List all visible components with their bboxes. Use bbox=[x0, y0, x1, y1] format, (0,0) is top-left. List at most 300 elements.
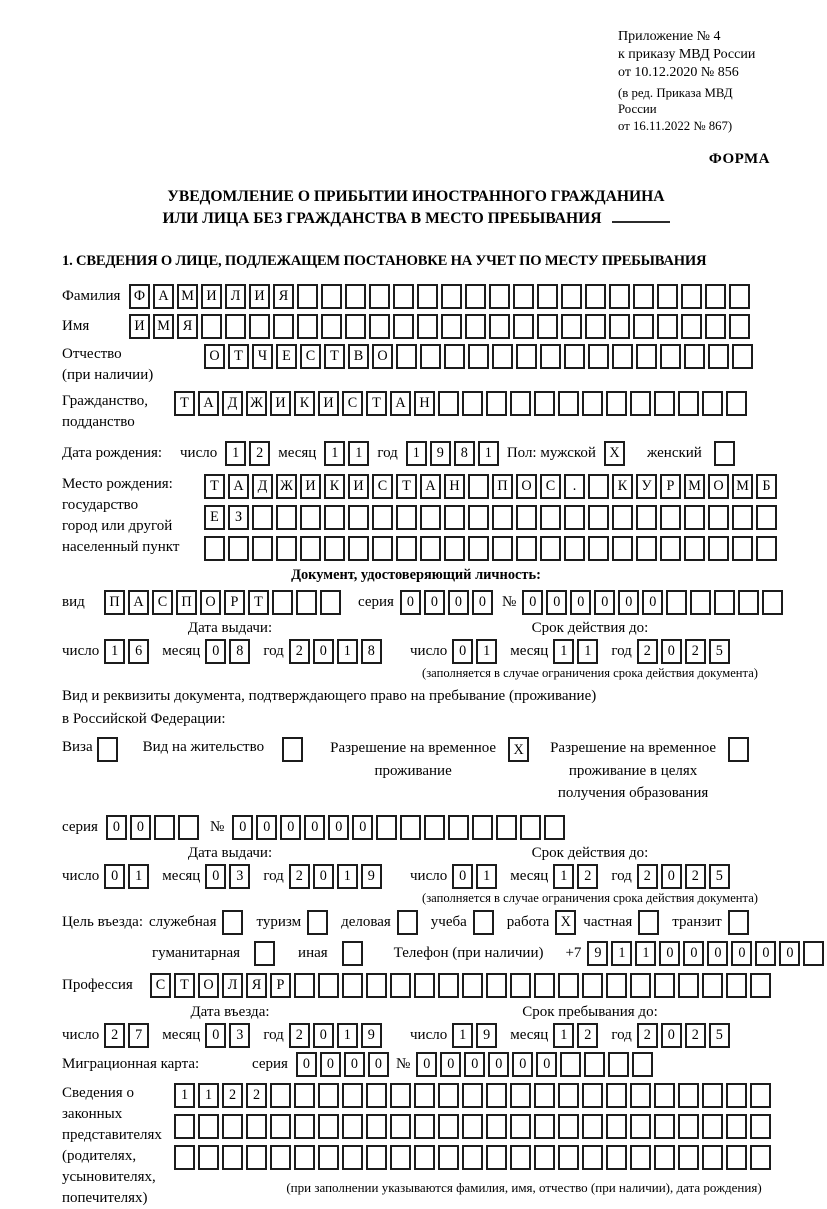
char-cell[interactable]: . bbox=[564, 474, 585, 499]
char-cell[interactable] bbox=[390, 973, 411, 998]
char-cell[interactable]: 0 bbox=[106, 815, 127, 840]
char-cell[interactable] bbox=[681, 314, 702, 339]
char-cell[interactable]: 5 bbox=[709, 1023, 730, 1048]
char-cell[interactable] bbox=[657, 314, 678, 339]
char-cell[interactable] bbox=[270, 1114, 291, 1139]
char-cell[interactable]: 9 bbox=[476, 1023, 497, 1048]
char-cell[interactable]: К bbox=[324, 474, 345, 499]
char-cell[interactable] bbox=[366, 973, 387, 998]
char-cell[interactable] bbox=[342, 1083, 363, 1108]
char-cell[interactable]: 1 bbox=[174, 1083, 195, 1108]
char-cell[interactable] bbox=[728, 737, 749, 762]
char-cell[interactable] bbox=[534, 391, 555, 416]
char-cell[interactable] bbox=[705, 284, 726, 309]
char-cell[interactable] bbox=[318, 973, 339, 998]
char-cell[interactable] bbox=[396, 536, 417, 561]
char-cell[interactable]: 1 bbox=[452, 1023, 473, 1048]
char-cell[interactable] bbox=[372, 505, 393, 530]
char-cell[interactable]: 3 bbox=[229, 864, 250, 889]
char-cell[interactable]: 0 bbox=[304, 815, 325, 840]
char-cell[interactable]: С bbox=[342, 391, 363, 416]
char-cell[interactable]: Е bbox=[276, 344, 297, 369]
char-cell[interactable]: Ж bbox=[276, 474, 297, 499]
char-cell[interactable] bbox=[702, 1145, 723, 1170]
char-cell[interactable]: 0 bbox=[368, 1052, 389, 1077]
char-cell[interactable] bbox=[561, 284, 582, 309]
char-cell[interactable]: Д bbox=[222, 391, 243, 416]
char-cell[interactable] bbox=[396, 505, 417, 530]
char-cell[interactable] bbox=[273, 314, 294, 339]
char-cell[interactable]: 0 bbox=[416, 1052, 437, 1077]
char-cell[interactable]: 1 bbox=[476, 639, 497, 664]
char-cell[interactable]: X bbox=[508, 737, 529, 762]
char-cell[interactable] bbox=[660, 505, 681, 530]
char-cell[interactable]: 2 bbox=[637, 639, 658, 664]
char-cell[interactable] bbox=[400, 815, 421, 840]
char-cell[interactable] bbox=[632, 1052, 653, 1077]
char-cell[interactable]: 2 bbox=[289, 1023, 310, 1048]
char-cell[interactable]: Т bbox=[228, 344, 249, 369]
char-cell[interactable] bbox=[585, 284, 606, 309]
char-cell[interactable]: 1 bbox=[476, 864, 497, 889]
char-cell[interactable] bbox=[252, 505, 273, 530]
char-cell[interactable] bbox=[726, 973, 747, 998]
char-cell[interactable]: 0 bbox=[464, 1052, 485, 1077]
char-cell[interactable] bbox=[708, 536, 729, 561]
char-cell[interactable] bbox=[633, 314, 654, 339]
char-cell[interactable]: Л bbox=[222, 973, 243, 998]
char-cell[interactable]: 0 bbox=[731, 941, 752, 966]
char-cell[interactable] bbox=[414, 1083, 435, 1108]
char-cell[interactable] bbox=[444, 344, 465, 369]
char-cell[interactable]: 0 bbox=[328, 815, 349, 840]
char-cell[interactable]: 2 bbox=[685, 639, 706, 664]
char-cell[interactable] bbox=[702, 1114, 723, 1139]
char-cell[interactable] bbox=[582, 1114, 603, 1139]
char-cell[interactable] bbox=[726, 1145, 747, 1170]
char-cell[interactable]: 0 bbox=[448, 590, 469, 615]
char-cell[interactable] bbox=[678, 973, 699, 998]
char-cell[interactable]: К bbox=[612, 474, 633, 499]
char-cell[interactable]: 1 bbox=[198, 1083, 219, 1108]
char-cell[interactable] bbox=[465, 284, 486, 309]
char-cell[interactable]: У bbox=[636, 474, 657, 499]
char-cell[interactable]: М bbox=[732, 474, 753, 499]
char-cell[interactable] bbox=[684, 505, 705, 530]
char-cell[interactable]: 2 bbox=[685, 864, 706, 889]
char-cell[interactable] bbox=[678, 391, 699, 416]
char-cell[interactable] bbox=[376, 815, 397, 840]
char-cell[interactable] bbox=[534, 973, 555, 998]
char-cell[interactable]: Б bbox=[756, 474, 777, 499]
char-cell[interactable]: 0 bbox=[313, 639, 334, 664]
char-cell[interactable] bbox=[294, 1114, 315, 1139]
char-cell[interactable]: Ж bbox=[246, 391, 267, 416]
char-cell[interactable] bbox=[684, 536, 705, 561]
char-cell[interactable] bbox=[342, 1145, 363, 1170]
char-cell[interactable] bbox=[630, 1114, 651, 1139]
char-cell[interactable] bbox=[564, 505, 585, 530]
char-cell[interactable] bbox=[588, 344, 609, 369]
char-cell[interactable] bbox=[510, 1145, 531, 1170]
char-cell[interactable] bbox=[441, 314, 462, 339]
char-cell[interactable]: 1 bbox=[553, 864, 574, 889]
char-cell[interactable]: С bbox=[372, 474, 393, 499]
char-cell[interactable] bbox=[307, 910, 328, 935]
char-cell[interactable]: X bbox=[604, 441, 625, 466]
char-cell[interactable] bbox=[657, 284, 678, 309]
char-cell[interactable] bbox=[222, 1145, 243, 1170]
char-cell[interactable] bbox=[342, 973, 363, 998]
char-cell[interactable] bbox=[198, 1145, 219, 1170]
char-cell[interactable] bbox=[345, 314, 366, 339]
char-cell[interactable] bbox=[588, 536, 609, 561]
char-cell[interactable] bbox=[448, 815, 469, 840]
char-cell[interactable]: М bbox=[153, 314, 174, 339]
char-cell[interactable] bbox=[276, 536, 297, 561]
char-cell[interactable] bbox=[369, 284, 390, 309]
char-cell[interactable] bbox=[750, 973, 771, 998]
char-cell[interactable] bbox=[609, 314, 630, 339]
char-cell[interactable] bbox=[585, 314, 606, 339]
char-cell[interactable] bbox=[606, 391, 627, 416]
char-cell[interactable]: 2 bbox=[104, 1023, 125, 1048]
char-cell[interactable] bbox=[612, 536, 633, 561]
char-cell[interactable]: 2 bbox=[637, 864, 658, 889]
char-cell[interactable] bbox=[534, 1083, 555, 1108]
char-cell[interactable] bbox=[678, 1114, 699, 1139]
char-cell[interactable]: 6 bbox=[128, 639, 149, 664]
char-cell[interactable]: 1 bbox=[324, 441, 345, 466]
char-cell[interactable]: 8 bbox=[229, 639, 250, 664]
char-cell[interactable] bbox=[762, 590, 783, 615]
char-cell[interactable] bbox=[300, 505, 321, 530]
char-cell[interactable]: 0 bbox=[256, 815, 277, 840]
char-cell[interactable] bbox=[348, 505, 369, 530]
char-cell[interactable] bbox=[174, 1145, 195, 1170]
char-cell[interactable] bbox=[558, 973, 579, 998]
char-cell[interactable] bbox=[486, 1114, 507, 1139]
char-cell[interactable]: 0 bbox=[536, 1052, 557, 1077]
char-cell[interactable] bbox=[582, 391, 603, 416]
char-cell[interactable] bbox=[633, 284, 654, 309]
char-cell[interactable] bbox=[558, 1083, 579, 1108]
char-cell[interactable] bbox=[420, 505, 441, 530]
char-cell[interactable] bbox=[510, 1114, 531, 1139]
char-cell[interactable] bbox=[684, 344, 705, 369]
char-cell[interactable]: 0 bbox=[205, 1023, 226, 1048]
char-cell[interactable]: 7 bbox=[128, 1023, 149, 1048]
char-cell[interactable]: А bbox=[153, 284, 174, 309]
char-cell[interactable]: П bbox=[492, 474, 513, 499]
char-cell[interactable]: П bbox=[104, 590, 125, 615]
char-cell[interactable]: 0 bbox=[683, 941, 704, 966]
char-cell[interactable]: О bbox=[198, 973, 219, 998]
char-cell[interactable] bbox=[473, 910, 494, 935]
char-cell[interactable] bbox=[297, 314, 318, 339]
char-cell[interactable]: Я bbox=[177, 314, 198, 339]
char-cell[interactable]: Т bbox=[248, 590, 269, 615]
char-cell[interactable] bbox=[803, 941, 824, 966]
char-cell[interactable] bbox=[228, 536, 249, 561]
char-cell[interactable] bbox=[540, 344, 561, 369]
char-cell[interactable] bbox=[342, 941, 363, 966]
char-cell[interactable] bbox=[246, 1145, 267, 1170]
char-cell[interactable] bbox=[732, 505, 753, 530]
char-cell[interactable] bbox=[318, 1083, 339, 1108]
char-cell[interactable] bbox=[654, 391, 675, 416]
char-cell[interactable] bbox=[486, 391, 507, 416]
char-cell[interactable]: 0 bbox=[661, 864, 682, 889]
char-cell[interactable] bbox=[516, 344, 537, 369]
char-cell[interactable]: Д bbox=[252, 474, 273, 499]
char-cell[interactable] bbox=[438, 391, 459, 416]
char-cell[interactable] bbox=[321, 284, 342, 309]
char-cell[interactable] bbox=[222, 1114, 243, 1139]
char-cell[interactable] bbox=[318, 1145, 339, 1170]
char-cell[interactable]: О bbox=[204, 344, 225, 369]
char-cell[interactable]: 0 bbox=[344, 1052, 365, 1077]
char-cell[interactable]: 0 bbox=[232, 815, 253, 840]
char-cell[interactable] bbox=[462, 973, 483, 998]
char-cell[interactable]: И bbox=[348, 474, 369, 499]
char-cell[interactable]: 9 bbox=[361, 864, 382, 889]
char-cell[interactable]: 2 bbox=[577, 1023, 598, 1048]
char-cell[interactable]: 1 bbox=[128, 864, 149, 889]
char-cell[interactable]: 1 bbox=[577, 639, 598, 664]
char-cell[interactable]: 0 bbox=[280, 815, 301, 840]
char-cell[interactable] bbox=[564, 536, 585, 561]
char-cell[interactable] bbox=[297, 284, 318, 309]
char-cell[interactable] bbox=[390, 1114, 411, 1139]
char-cell[interactable] bbox=[588, 505, 609, 530]
char-cell[interactable]: 0 bbox=[472, 590, 493, 615]
char-cell[interactable] bbox=[738, 590, 759, 615]
char-cell[interactable]: 1 bbox=[553, 1023, 574, 1048]
char-cell[interactable] bbox=[516, 505, 537, 530]
char-cell[interactable] bbox=[420, 344, 441, 369]
char-cell[interactable]: Ч bbox=[252, 344, 273, 369]
char-cell[interactable]: М bbox=[177, 284, 198, 309]
char-cell[interactable]: И bbox=[249, 284, 270, 309]
char-cell[interactable] bbox=[321, 314, 342, 339]
char-cell[interactable] bbox=[510, 973, 531, 998]
char-cell[interactable]: Т bbox=[204, 474, 225, 499]
char-cell[interactable] bbox=[702, 1083, 723, 1108]
char-cell[interactable] bbox=[726, 391, 747, 416]
char-cell[interactable] bbox=[726, 1083, 747, 1108]
char-cell[interactable] bbox=[582, 1145, 603, 1170]
char-cell[interactable] bbox=[438, 973, 459, 998]
char-cell[interactable] bbox=[345, 284, 366, 309]
char-cell[interactable]: 2 bbox=[637, 1023, 658, 1048]
char-cell[interactable] bbox=[390, 1083, 411, 1108]
char-cell[interactable]: М bbox=[684, 474, 705, 499]
char-cell[interactable] bbox=[534, 1114, 555, 1139]
char-cell[interactable] bbox=[424, 815, 445, 840]
char-cell[interactable]: 0 bbox=[661, 1023, 682, 1048]
char-cell[interactable]: 2 bbox=[249, 441, 270, 466]
char-cell[interactable]: 0 bbox=[452, 864, 473, 889]
char-cell[interactable]: Е bbox=[204, 505, 225, 530]
char-cell[interactable] bbox=[564, 344, 585, 369]
char-cell[interactable]: 0 bbox=[313, 1023, 334, 1048]
char-cell[interactable] bbox=[369, 314, 390, 339]
char-cell[interactable]: А bbox=[128, 590, 149, 615]
char-cell[interactable] bbox=[732, 344, 753, 369]
char-cell[interactable] bbox=[97, 737, 118, 762]
char-cell[interactable] bbox=[204, 536, 225, 561]
char-cell[interactable] bbox=[630, 391, 651, 416]
char-cell[interactable]: 0 bbox=[659, 941, 680, 966]
char-cell[interactable] bbox=[468, 474, 489, 499]
char-cell[interactable]: А bbox=[390, 391, 411, 416]
char-cell[interactable] bbox=[468, 505, 489, 530]
char-cell[interactable] bbox=[372, 536, 393, 561]
char-cell[interactable] bbox=[660, 536, 681, 561]
char-cell[interactable]: 0 bbox=[205, 864, 226, 889]
char-cell[interactable] bbox=[582, 973, 603, 998]
char-cell[interactable]: 0 bbox=[205, 639, 226, 664]
char-cell[interactable] bbox=[174, 1114, 195, 1139]
char-cell[interactable] bbox=[750, 1114, 771, 1139]
char-cell[interactable]: С bbox=[300, 344, 321, 369]
char-cell[interactable]: О bbox=[516, 474, 537, 499]
char-cell[interactable]: 1 bbox=[348, 441, 369, 466]
char-cell[interactable]: И bbox=[270, 391, 291, 416]
char-cell[interactable] bbox=[714, 590, 735, 615]
char-cell[interactable]: З bbox=[228, 505, 249, 530]
char-cell[interactable] bbox=[294, 1083, 315, 1108]
char-cell[interactable] bbox=[390, 1145, 411, 1170]
char-cell[interactable]: И bbox=[201, 284, 222, 309]
char-cell[interactable]: 9 bbox=[361, 1023, 382, 1048]
char-cell[interactable] bbox=[756, 536, 777, 561]
char-cell[interactable] bbox=[486, 1145, 507, 1170]
char-cell[interactable] bbox=[444, 536, 465, 561]
char-cell[interactable]: 0 bbox=[512, 1052, 533, 1077]
char-cell[interactable] bbox=[558, 391, 579, 416]
char-cell[interactable]: 1 bbox=[104, 639, 125, 664]
char-cell[interactable] bbox=[270, 1145, 291, 1170]
char-cell[interactable] bbox=[489, 314, 510, 339]
char-cell[interactable] bbox=[178, 815, 199, 840]
char-cell[interactable]: 1 bbox=[478, 441, 499, 466]
char-cell[interactable] bbox=[540, 505, 561, 530]
char-cell[interactable] bbox=[702, 391, 723, 416]
char-cell[interactable] bbox=[612, 344, 633, 369]
char-cell[interactable] bbox=[486, 1083, 507, 1108]
char-cell[interactable]: 0 bbox=[570, 590, 591, 615]
char-cell[interactable]: 0 bbox=[130, 815, 151, 840]
char-cell[interactable]: 0 bbox=[320, 1052, 341, 1077]
char-cell[interactable] bbox=[414, 1145, 435, 1170]
char-cell[interactable]: 1 bbox=[337, 639, 358, 664]
char-cell[interactable]: Р bbox=[224, 590, 245, 615]
char-cell[interactable]: 0 bbox=[424, 590, 445, 615]
char-cell[interactable] bbox=[588, 474, 609, 499]
char-cell[interactable] bbox=[584, 1052, 605, 1077]
char-cell[interactable] bbox=[438, 1145, 459, 1170]
char-cell[interactable]: А bbox=[228, 474, 249, 499]
char-cell[interactable] bbox=[249, 314, 270, 339]
char-cell[interactable] bbox=[414, 1114, 435, 1139]
char-cell[interactable] bbox=[254, 941, 275, 966]
char-cell[interactable] bbox=[609, 284, 630, 309]
char-cell[interactable]: 9 bbox=[587, 941, 608, 966]
char-cell[interactable]: 1 bbox=[337, 1023, 358, 1048]
char-cell[interactable] bbox=[472, 815, 493, 840]
char-cell[interactable] bbox=[492, 536, 513, 561]
char-cell[interactable] bbox=[666, 590, 687, 615]
char-cell[interactable] bbox=[492, 505, 513, 530]
char-cell[interactable]: Я bbox=[273, 284, 294, 309]
char-cell[interactable] bbox=[606, 1083, 627, 1108]
char-cell[interactable]: 0 bbox=[642, 590, 663, 615]
char-cell[interactable] bbox=[520, 815, 541, 840]
char-cell[interactable]: 0 bbox=[488, 1052, 509, 1077]
char-cell[interactable] bbox=[708, 505, 729, 530]
char-cell[interactable] bbox=[441, 284, 462, 309]
char-cell[interactable]: Л bbox=[225, 284, 246, 309]
char-cell[interactable] bbox=[342, 1114, 363, 1139]
char-cell[interactable]: 1 bbox=[406, 441, 427, 466]
char-cell[interactable]: Я bbox=[246, 973, 267, 998]
char-cell[interactable] bbox=[438, 1083, 459, 1108]
char-cell[interactable]: 1 bbox=[553, 639, 574, 664]
char-cell[interactable] bbox=[462, 391, 483, 416]
char-cell[interactable]: Т bbox=[396, 474, 417, 499]
char-cell[interactable] bbox=[348, 536, 369, 561]
char-cell[interactable]: Т bbox=[366, 391, 387, 416]
char-cell[interactable]: 0 bbox=[779, 941, 800, 966]
char-cell[interactable] bbox=[728, 910, 749, 935]
char-cell[interactable] bbox=[660, 344, 681, 369]
char-cell[interactable] bbox=[510, 391, 531, 416]
char-cell[interactable] bbox=[544, 815, 565, 840]
char-cell[interactable]: 0 bbox=[400, 590, 421, 615]
char-cell[interactable] bbox=[225, 314, 246, 339]
char-cell[interactable]: С bbox=[150, 973, 171, 998]
char-cell[interactable] bbox=[654, 1083, 675, 1108]
char-cell[interactable] bbox=[393, 314, 414, 339]
char-cell[interactable]: 2 bbox=[685, 1023, 706, 1048]
char-cell[interactable] bbox=[396, 344, 417, 369]
char-cell[interactable] bbox=[276, 505, 297, 530]
char-cell[interactable]: А bbox=[420, 474, 441, 499]
char-cell[interactable]: Р bbox=[660, 474, 681, 499]
char-cell[interactable]: 0 bbox=[594, 590, 615, 615]
char-cell[interactable] bbox=[654, 1114, 675, 1139]
char-cell[interactable]: Р bbox=[270, 973, 291, 998]
char-cell[interactable]: 5 bbox=[709, 639, 730, 664]
char-cell[interactable] bbox=[513, 314, 534, 339]
char-cell[interactable] bbox=[366, 1114, 387, 1139]
char-cell[interactable] bbox=[558, 1114, 579, 1139]
char-cell[interactable] bbox=[561, 314, 582, 339]
char-cell[interactable] bbox=[608, 1052, 629, 1077]
char-cell[interactable] bbox=[558, 1145, 579, 1170]
char-cell[interactable] bbox=[537, 314, 558, 339]
char-cell[interactable] bbox=[636, 505, 657, 530]
char-cell[interactable]: Т bbox=[174, 973, 195, 998]
char-cell[interactable]: 0 bbox=[452, 639, 473, 664]
char-cell[interactable]: Н bbox=[444, 474, 465, 499]
char-cell[interactable] bbox=[420, 536, 441, 561]
char-cell[interactable] bbox=[678, 1083, 699, 1108]
char-cell[interactable]: С bbox=[540, 474, 561, 499]
char-cell[interactable] bbox=[690, 590, 711, 615]
